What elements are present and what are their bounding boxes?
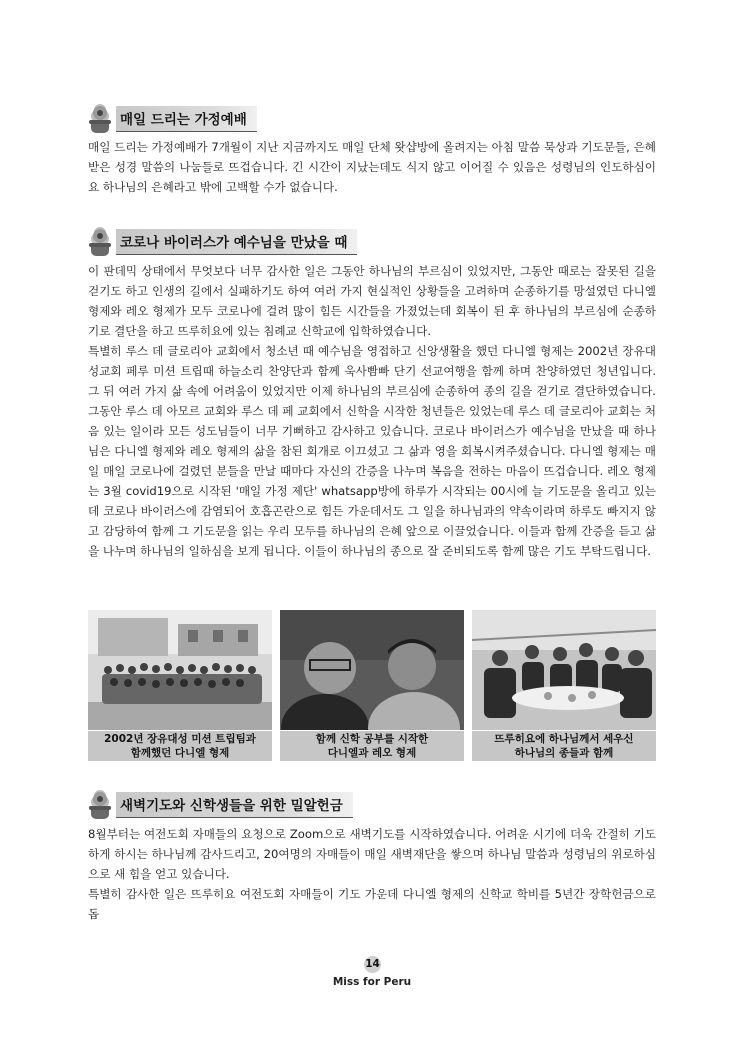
section-title: 코로나 바이러스가 예수님을 만났을 때	[116, 229, 357, 255]
section-heading-corona	[88, 227, 357, 257]
group-photo-image	[88, 610, 272, 730]
paragraph: 매일 드리는 가정예배가 7개월이 지난 지금까지도 매일 단체 왓샵방에 올려지는 아침 말씀 묵상과 기도문들, 은혜받은 성경 말씀의 나눔들로 뜨겁습니다. 긴 시간이 지났는데도 식지 않고 이어질 수 있음은 성령님의 인도하심이요 하나님의 은혜라고 밖에 고백할 수가 없습니다.	[88, 140, 656, 194]
flower-pot-icon	[88, 791, 112, 819]
paragraph: 이 판데믹 상태에서 무엇보다 너무 감사한 일은 그동안 하나님의 부르심이 있었지만, 그동안 때로는 잘못된 길을 걷기도 하고 인생의 길에서 실패하기도 하여 여러 가지 현실적인 상황들을 고려하며 순종하기를 망설였던 다니엘 형제와 레오 형제가 모두 코로나에 걸려 많이 힘든 시간들을 가졌었는데 회복이 된 후 하나님의 부르심에 순종하기로 결단을 하고 뜨루히요에 있는 침례교 신학교에 입학하였습니다.	[88, 264, 656, 338]
photo-daniel-leo	[280, 610, 464, 730]
photo-caption: 2002년 장유대성 미션 트립팀과 함께했던 다니엘 형제	[88, 731, 272, 761]
section-heading-family-worship	[88, 104, 257, 134]
two-men-photo-image	[280, 610, 464, 730]
footer-title: Miss for Peru	[332, 976, 412, 988]
section-title: 매일 드리는 가정예배	[116, 106, 257, 132]
photo-caption: 함께 신학 공부를 시작한 다니엘과 레오 형제	[280, 731, 464, 761]
flower-pot-icon	[88, 228, 112, 256]
section-title: 새벽기도와 신학생들을 위한 밀알헌금	[116, 792, 353, 818]
paragraph: 8월부터는 여전도회 자매들의 요청으로 Zoom으로 새벽기도를 시작하였습니다. 어려운 시기에 더욱 간절히 기도하게 하시는 하나님께 감사드리고, 20여명의 자매들이 매일 새벽재단을 쌓으며 하나님 말씀과 성령님의 위로하심으로 새 힘을 얻고 있습니다.	[88, 827, 656, 881]
photo-caption: 뜨루히요에 하나님께서 세우신 하나님의 종들과 함께	[472, 731, 656, 761]
page-number: 14	[364, 956, 381, 973]
paragraph: 특별히 감사한 일은 뜨루히요 여전도회 자매들이 기도 가운데 다니엘 형제의 신학교 학비를 5년간 장학헌금으로 돕	[88, 887, 656, 921]
paragraph: 특별히 루스 데 글로리아 교회에서 청소년 때 예수님을 영접하고 신앙생활을 했던 다니엘 형제는 2002년 장유대성교회 페루 미션 트립때 하늘소리 찬양단과 함께 욱사빰빠 단기 선교여행을 함께 하며 찬양하였던 청년입니다. 그 뒤 여러 가지 삶 속에 어려움이 있었지만 이제 하나님의 부르심에 순종하여 종의 길을 걷기로 결단하였습니다. 그동안 루스 데 아모르 교회와 루스 데 페 교회에서 신학을 시작한 청년들은 있었는데 루스 데 글로리아 교회는 처음 있는 일이라 모든 성도님들이 너무 기뻐하고 감사하고 있습니다. 코로나 바이러스가 예수님을 만났을 때 하나님은 다니엘 형제와 레오 형제의 삶을 참된 회개로 이끄셨고 그 삶과 영을 회복시켜주셨습니다. 다니엘 형제는 매일 매일 코로나에 걸렸던 분들을 만날 때마다 자신의 간증을 나누며 복음을 전하는 마음이 뜨겁습니다. 레오 형제는 3월 covid19으로 시작된 '매일 가정 제단' whatsapp방에 하루가 시작되는 00시에 늘 기도문을 올리고 있는데 코로나 바이러스에 감염되어 호흡곤란으로 힘든 가운데서도 그 일을 하나님과의 약속이라며 하루도 빠지지 않고 감당하여 함께 그 기도문을 읽는 우리 모두를 하나님의 은혜 앞으로 이끌었습니다. 이들과 함께 간증을 듣고 삶을 나누며 하나님의 일하심을 보게 됩니다. 이들이 하나님의 종으로 잘 준비되도록 함께 많은 기도 부탁드립니다.	[88, 344, 656, 558]
photo-mission-team	[88, 610, 272, 730]
table-group-photo-image	[472, 610, 656, 730]
section-heading-dawn-prayer	[88, 790, 353, 820]
photo-servants-trujillo	[472, 610, 656, 730]
flower-pot-icon	[88, 105, 112, 133]
